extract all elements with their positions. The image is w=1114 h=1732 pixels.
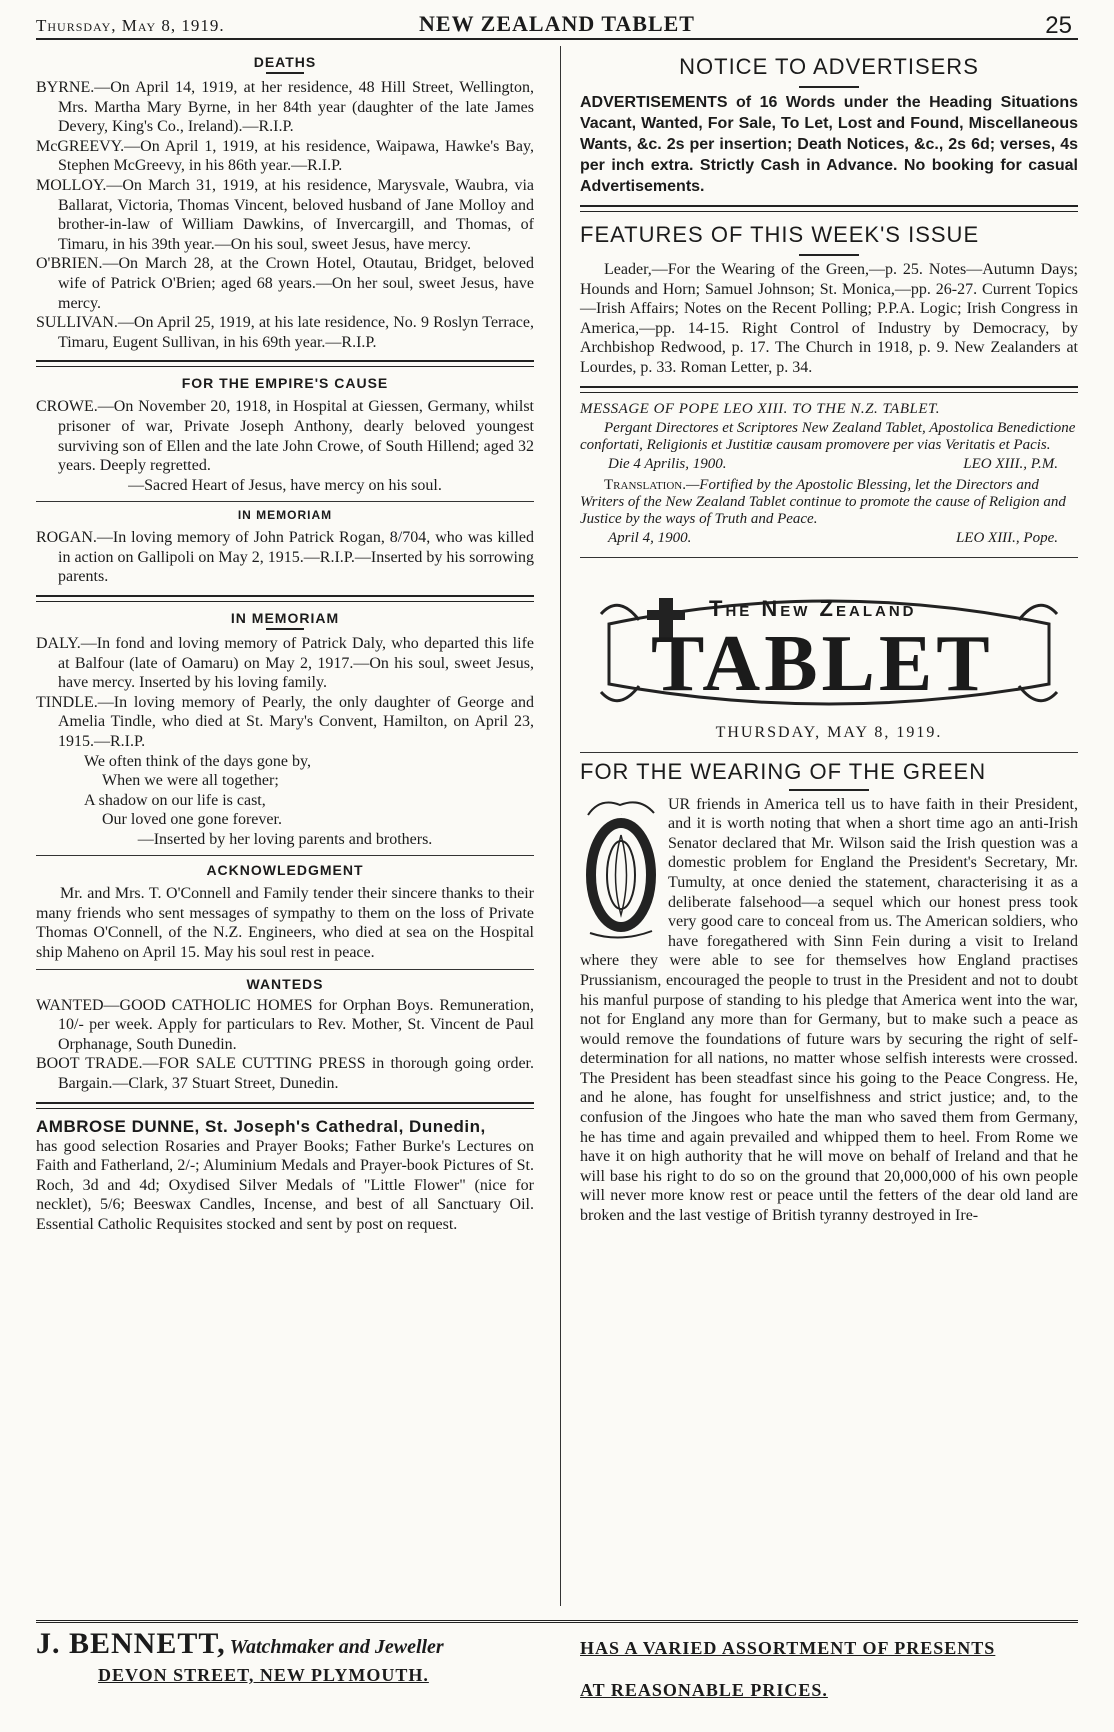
issue-date: THURSDAY, MAY 8, 1919.: [715, 723, 943, 741]
features-section: [580, 222, 1078, 378]
death-notice: BYRNE.—On April 14, 1919, at her residence, 48 Hill Street, Wellington, Mrs. Martha Mary Byrne, in her 84th year (daughter of the late James Devery, King's Co., Ireland).—R.I.P.: [36, 79, 534, 136]
empire-prayer: —Sacred Heart of Jesus, have mercy on his soul.: [128, 476, 442, 494]
ambrose-text: has good selection Rosaries and Prayer Books; Father Burke's Lectures on Faith and Fatherland, 2/-; Aluminium Medals and Prayer-book Pictures of St. Roch, 3d and 4d; Oxydised Silver Medals of "Little Flower" (nice for necklet), 5/6; Beeswax Candles, Incense, and best of all Sanctuary Oil. Essential Catholic Requisites stocked and sent by post on request.: [36, 1137, 534, 1233]
features-text: Leader,—For the Wearing of the Green,—p. 25. Notes—Autumn Days; Hounds and Horn; Samuel Johnson; St. Monica,—pp. 26-27. Current Topics—Irish Affairs; Notes on the Recent Polling; P.P.A. Logic; Irish Congress in America,—pp. 14-15. Right Control of Industry by Democracy, by Archbishop Redwood, p. 17. The Church in 1918, p. 9. New Zealanders at Lourdes, p. 33. Roman Letter, p. 34.: [580, 261, 1078, 376]
deaths-heading: DEATHS: [253, 54, 317, 70]
leader-title: FOR THE WEARING OF THE GREEN: [580, 758, 987, 784]
deaths-section: [36, 54, 534, 352]
drop-cap-letter: O: [621, 814, 622, 816]
presents-advert: [580, 1627, 1078, 1711]
footer-advert: [36, 1620, 1078, 1727]
presents-line-2: AT REASONABLE PRICES.: [580, 1680, 828, 1700]
bennett-address: DEVON STREET, NEW PLYMOUTH.: [98, 1665, 429, 1685]
poem-line: We often think of the days gone by,: [84, 752, 311, 770]
bennett-trade: Watchmaker and Jeweller: [229, 1636, 444, 1658]
leader-body: [580, 795, 1078, 1226]
masthead-title: NEW ZEALAND TABLET: [419, 11, 695, 36]
section-rule: [580, 752, 1078, 753]
ambrose-advert: [36, 1117, 534, 1235]
notice-text: ADVERTISEMENTS of 16 Words under the Heading Situations Vacant, Wanted, For Sale, To Let, Lost and Found, Miscellaneous Wants, &c. 2s per insertion; Death Notices, &c., 2s 6d; verses, 4s per inch extra. Strictly Cash in Advance. No booking for casual Advertisements.: [580, 94, 1078, 195]
latin-date: Die 4 Aprilis, 1900.: [608, 455, 727, 472]
right-column: [580, 50, 1078, 1226]
notice-title: NOTICE TO ADVERTISERS: [679, 54, 979, 79]
death-notice: MOLLOY.—On March 31, 1919, at his residence, Marysvale, Waubra, via Ballarat, Victoria, Thomas Vincent, beloved husband of Jane Molloy and brother-in-law of William Dawkins, of Invercargill, and Thomas, of Timaru, in his 39th year.—On his soul, sweet Jesus, have mercy.: [36, 176, 534, 253]
heading-rule: [266, 628, 304, 630]
heading-rule: [266, 72, 304, 74]
bennett-name: J. BENNETT,: [36, 1627, 226, 1660]
heading-rule: [799, 86, 859, 88]
features-title: FEATURES OF THIS WEEK'S ISSUE: [580, 222, 980, 247]
message-section: [580, 401, 1078, 547]
poem-line: When we were all together;: [102, 772, 279, 790]
memoriam-closing: —Inserted by her loving parents and brothers.: [137, 830, 433, 848]
wanted-ad: BOOT TRADE.—FOR SALE CUTTING PRESS in thorough going order. Bargain.—Clark, 37 Stuart Street, Dunedin.: [36, 1055, 534, 1092]
empire-notice: CROWE.—On November 20, 1918, in Hospital at Giessen, Germany, whilst prisoner of war, Private Joseph Anthony, dearly beloved youngest surviving son of Ellen and the late John Crowe, of South Hillend; aged 32 years. Deeply regretted.: [36, 398, 534, 475]
translation-label: Translation.: [604, 476, 686, 493]
presents-line-1: HAS A VARIED ASSORTMENT OF PRESENTS: [580, 1638, 996, 1658]
message-translation: [580, 477, 1078, 528]
memoriam-section-2: [36, 610, 534, 849]
memoriam-notice: DALY.—In fond and loving memory of Patrick Daly, who departed this life at Balfour (late of Oamaru) on May 2, 1917.—On his soul, sweet Jesus, have mercy. Inserted by his loving family.: [36, 635, 534, 692]
memoriam-notice: TINDLE.—In loving memory of Pearly, the only daughter of George and Amelia Tindle, who died at St. Mary's Convent, Hamilton, on April 23, 1915.—R.I.P.: [36, 693, 534, 751]
leader-text: UR friends in America tell us to have faith in their President, and it is worth noting that when a short time ago an anti-Irish Senator declared that Mr. Wilson said the Irish question was a domestic problem for England the President's Secretary, Mr. Tumulty, at once denied the statement, characterising it as a deliberate falsehood—a sequel which our honest press took very good care to conceal from us. The American soldiers, who have foregathered with Sinn Fein during a visit to Ireland where they were able to see for themselves how England practises Prussianism, encouraged the people to trust in the President and not to doubt his manful purpose of standing to his pledge that America went into the war, not for England any more than for Germany, but to make such a peace as would remove the foundations of future wars by securing the right of self-determination for all nations, no matter whose selfish interests were crossed. The President has been steadfast since his going to the Peace Congress. He, and he alone, has fought for unselfishness and strict justice; and, to the confusion of the Jingoes who hate the man who saved them from Germany, he has time and again prevailed and whipped them to heel. From Rome we have it on high authority that he will move on behalf of Ireland and that he will base his right to do so on the ground that 20,000,000 of his own people will never more know rest or peace until the fetters of the dear old land are broken and the last vestige of British tyranny destroyed in Ire-: [580, 795, 1078, 1225]
death-notice: McGREEVY.—On April 1, 1919, at his residence, Waipawa, Hawke's Bay, Stephen McGreevy, in his 86th year.—R.I.P.: [36, 137, 534, 175]
memorial-poem: [36, 752, 534, 830]
bennett-advert: [36, 1627, 556, 1686]
section-rule: [580, 386, 1078, 393]
section-rule: [36, 501, 534, 502]
section-rule: [580, 557, 1078, 558]
translation-text: —Fortified by the Apostolic Blessing, let the Directors and Writers of the New Zealand Tablet continue to promote the cause of Religion and Justice by the ways of Truth and Peace.: [580, 476, 1066, 527]
wanted-ad: WANTED—GOOD CATHOLIC HOMES for Orphan Boys. Remuneration, 10/- per week. Apply for particulars to Rev. Mother, St. Vincent de Paul Orphanage, South Dunedin.: [36, 996, 534, 1053]
message-title: MESSAGE OF POPE LEO XIII. TO THE N.Z. TABLET.: [580, 400, 940, 417]
section-rule: [36, 360, 534, 367]
masthead-date: Thursday, May 8, 1919.: [36, 16, 225, 35]
poem-line: Our loved one gone forever.: [102, 811, 282, 829]
translation-signature: LEO XIII., Pope.: [955, 529, 1058, 546]
wanteds-section: [36, 976, 534, 1094]
heading-rule: [799, 254, 859, 256]
section-rule: [36, 1102, 534, 1109]
column-divider: [560, 46, 561, 1606]
ambrose-title: AMBROSE DUNNE, St. Joseph's Cathedral, Dunedin,: [36, 1116, 486, 1136]
message-latin: Pergant Directores et Scriptores New Zealand Tablet, Apostolica Benedictione confortati, Religionis et Justitiæ causam promovere per vias Veritatis et Pacis.: [580, 419, 1076, 453]
death-notice: SULLIVAN.—On April 25, 1919, at his late residence, No. 9 Roslyn Terrace, Timaru, Eugent Sullivan, in his 69th year.—R.I.P.: [36, 314, 534, 351]
message-translation-signoff: [580, 530, 1078, 547]
latin-signature: LEO XIII., P.M.: [963, 455, 1058, 472]
wanteds-heading: WANTEDS: [246, 975, 324, 992]
memoriam-section-1: [36, 508, 534, 587]
logo-top-text: The New Zealand: [709, 595, 917, 621]
section-rule: [36, 855, 534, 856]
death-notice: O'BRIEN.—On March 28, at the Crown Hotel, Otautau, Bridget, beloved wife of Patrick O'Brien; aged 68 years.—On her soul, sweet Jesus, have mercy.: [36, 255, 534, 312]
section-rule: [36, 969, 534, 970]
empire-heading: FOR THE EMPIRE'S CAUSE: [181, 375, 389, 392]
poem-line: A shadow on our life is cast,: [84, 791, 266, 809]
masthead: [36, 8, 1078, 40]
acknowledgment-text: Mr. and Mrs. T. O'Connell and Family tender their sincere thanks to their many friends who sent messages of sympathy to them on the loss of Private Thomas O'Connell, of the N.Z. Engineers, who died at sea on the Hospital ship Maheno on April 15. May his soul rest in peace.: [36, 885, 534, 961]
section-rule: [36, 595, 534, 602]
notice-section: [580, 54, 1078, 197]
memoriam-notice: ROGAN.—In loving memory of John Patrick Rogan, 8/704, who was killed in action on Gallipoli on May 2, 1915.—R.I.P.—Inserted by his sorrowing parents.: [36, 529, 534, 586]
memoriam-heading: IN MEMORIAM: [237, 508, 333, 523]
message-latin-signoff: [580, 456, 1078, 473]
empire-section: [36, 375, 534, 495]
page-number: 25: [1045, 12, 1072, 39]
memoriam-heading: IN MEMORIAM: [230, 610, 340, 627]
acknowledgment-section: [36, 862, 534, 962]
translation-date: April 4, 1900.: [608, 529, 692, 546]
tablet-logo: [599, 584, 1059, 714]
leader-article: [580, 759, 1078, 1226]
acknowledgment-heading: ACKNOWLEDGMENT: [206, 862, 364, 879]
heading-rule: [789, 789, 869, 791]
logo-main-text: TABLET: [651, 619, 994, 708]
left-column: [36, 50, 534, 1235]
ornamental-drop-cap-icon: [580, 795, 662, 943]
section-rule: [580, 205, 1078, 212]
